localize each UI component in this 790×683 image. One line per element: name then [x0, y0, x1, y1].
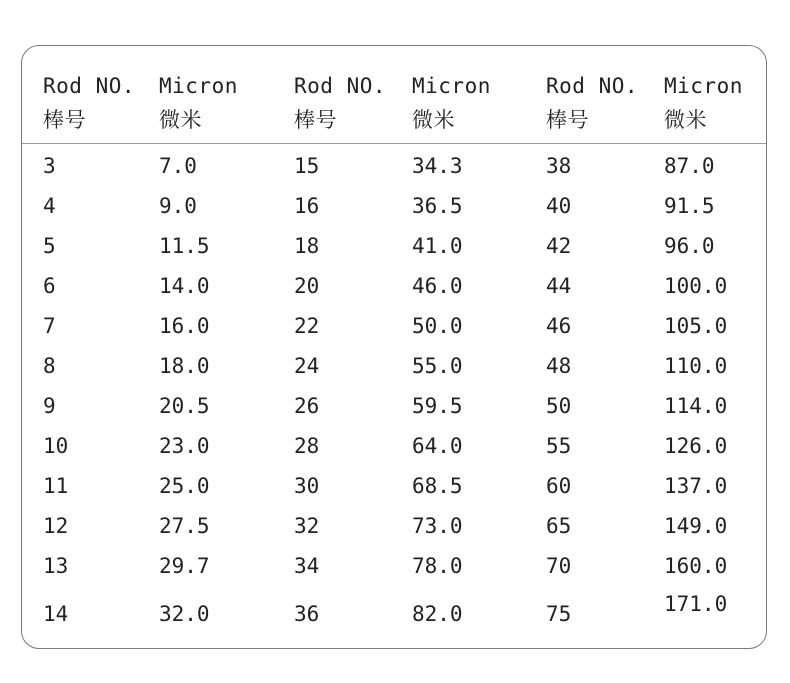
header-micron-3	[664, 69, 743, 137]
rod-no-cell: 44	[546, 274, 572, 298]
rod-no-cell: 11	[43, 474, 69, 498]
header-label-zh: 微米	[159, 108, 202, 132]
rod-no-cell: 50	[546, 394, 572, 418]
rod-no-cell: 55	[546, 434, 572, 458]
rod-no-cell: 70	[546, 554, 572, 578]
header-divider	[22, 143, 766, 144]
micron-cell: 55.0	[412, 354, 463, 378]
rod-no-cell: 26	[294, 394, 320, 418]
micron-cell: 11.5	[159, 234, 210, 258]
table-row	[22, 594, 766, 634]
micron-cell: 87.0	[664, 154, 715, 178]
micron-cell: 20.5	[159, 394, 210, 418]
rod-no-cell: 14	[43, 602, 69, 626]
micron-cell: 29.7	[159, 554, 210, 578]
rod-no-cell: 46	[546, 314, 572, 338]
header-label-zh: 微米	[664, 108, 707, 132]
micron-cell: 9.0	[159, 194, 197, 218]
rod-no-cell: 9	[43, 394, 56, 418]
table-row	[22, 306, 766, 346]
micron-cell: 91.5	[664, 194, 715, 218]
table-row	[22, 426, 766, 466]
rod-no-cell: 40	[546, 194, 572, 218]
header-micron-2	[412, 69, 491, 137]
table-row	[22, 346, 766, 386]
table-row	[22, 266, 766, 306]
micron-cell: 64.0	[412, 434, 463, 458]
rod-no-cell: 12	[43, 514, 69, 538]
table-row	[22, 466, 766, 506]
micron-cell: 34.3	[412, 154, 463, 178]
micron-cell: 46.0	[412, 274, 463, 298]
table-row	[22, 506, 766, 546]
micron-cell: 137.0	[664, 474, 728, 498]
micron-cell: 126.0	[664, 434, 728, 458]
rod-no-cell: 5	[43, 234, 56, 258]
rod-no-cell: 24	[294, 354, 320, 378]
rod-no-cell: 36	[294, 602, 320, 626]
rod-no-cell: 10	[43, 434, 69, 458]
header-label-en: Micron	[664, 74, 743, 98]
header-rod-no-3	[546, 69, 638, 137]
rod-no-cell: 15	[294, 154, 320, 178]
rod-no-cell: 60	[546, 474, 572, 498]
micron-cell: 149.0	[664, 514, 728, 538]
header-label-zh: 微米	[412, 108, 455, 132]
rod-no-cell: 38	[546, 154, 572, 178]
header-label-zh: 棒号	[546, 108, 589, 132]
table-header	[22, 46, 766, 143]
rod-no-cell: 4	[43, 194, 56, 218]
header-rod-no-1	[43, 69, 135, 137]
micron-cell: 16.0	[159, 314, 210, 338]
micron-cell: 50.0	[412, 314, 463, 338]
rod-no-cell: 32	[294, 514, 320, 538]
micron-cell: 14.0	[159, 274, 210, 298]
micron-cell: 110.0	[664, 354, 728, 378]
micron-cell: 114.0	[664, 394, 728, 418]
rod-no-cell: 48	[546, 354, 572, 378]
micron-cell: 23.0	[159, 434, 210, 458]
rod-no-cell: 6	[43, 274, 56, 298]
header-label-zh: 棒号	[294, 108, 337, 132]
rod-no-cell: 42	[546, 234, 572, 258]
rod-no-cell: 7	[43, 314, 56, 338]
micron-cell: 96.0	[664, 234, 715, 258]
table-row	[22, 546, 766, 586]
rod-no-cell: 13	[43, 554, 69, 578]
rod-no-cell: 28	[294, 434, 320, 458]
header-label-en: Rod NO.	[546, 74, 639, 98]
micron-cell: 160.0	[664, 554, 728, 578]
micron-cell: 73.0	[412, 514, 463, 538]
micron-cell: 41.0	[412, 234, 463, 258]
micron-cell: 78.0	[412, 554, 463, 578]
rod-no-cell: 65	[546, 514, 572, 538]
table-row	[22, 386, 766, 426]
header-micron-1	[159, 69, 238, 137]
header-label-en: Rod NO.	[43, 74, 136, 98]
header-label-en: Rod NO.	[294, 74, 387, 98]
table-row	[22, 186, 766, 226]
micron-cell: 171.0	[664, 592, 728, 616]
micron-cell: 105.0	[664, 314, 728, 338]
table-row	[22, 146, 766, 186]
micron-cell: 7.0	[159, 154, 197, 178]
micron-cell: 68.5	[412, 474, 463, 498]
rod-no-cell: 34	[294, 554, 320, 578]
header-label-en: Micron	[159, 74, 238, 98]
rod-no-cell: 16	[294, 194, 320, 218]
micron-cell: 59.5	[412, 394, 463, 418]
micron-cell: 25.0	[159, 474, 210, 498]
micron-cell: 82.0	[412, 602, 463, 626]
micron-cell: 36.5	[412, 194, 463, 218]
rod-no-cell: 3	[43, 154, 56, 178]
rod-no-cell: 75	[546, 602, 572, 626]
table-row	[22, 226, 766, 266]
micron-cell: 18.0	[159, 354, 210, 378]
micron-cell: 100.0	[664, 274, 728, 298]
header-rod-no-2	[294, 69, 386, 137]
rod-no-cell: 22	[294, 314, 320, 338]
rod-no-cell: 18	[294, 234, 320, 258]
rod-micron-table	[21, 45, 767, 649]
micron-cell: 27.5	[159, 514, 210, 538]
rod-no-cell: 20	[294, 274, 320, 298]
micron-cell: 32.0	[159, 602, 210, 626]
rod-no-cell: 30	[294, 474, 320, 498]
header-label-zh: 棒号	[43, 108, 86, 132]
header-label-en: Micron	[412, 74, 491, 98]
rod-no-cell: 8	[43, 354, 56, 378]
